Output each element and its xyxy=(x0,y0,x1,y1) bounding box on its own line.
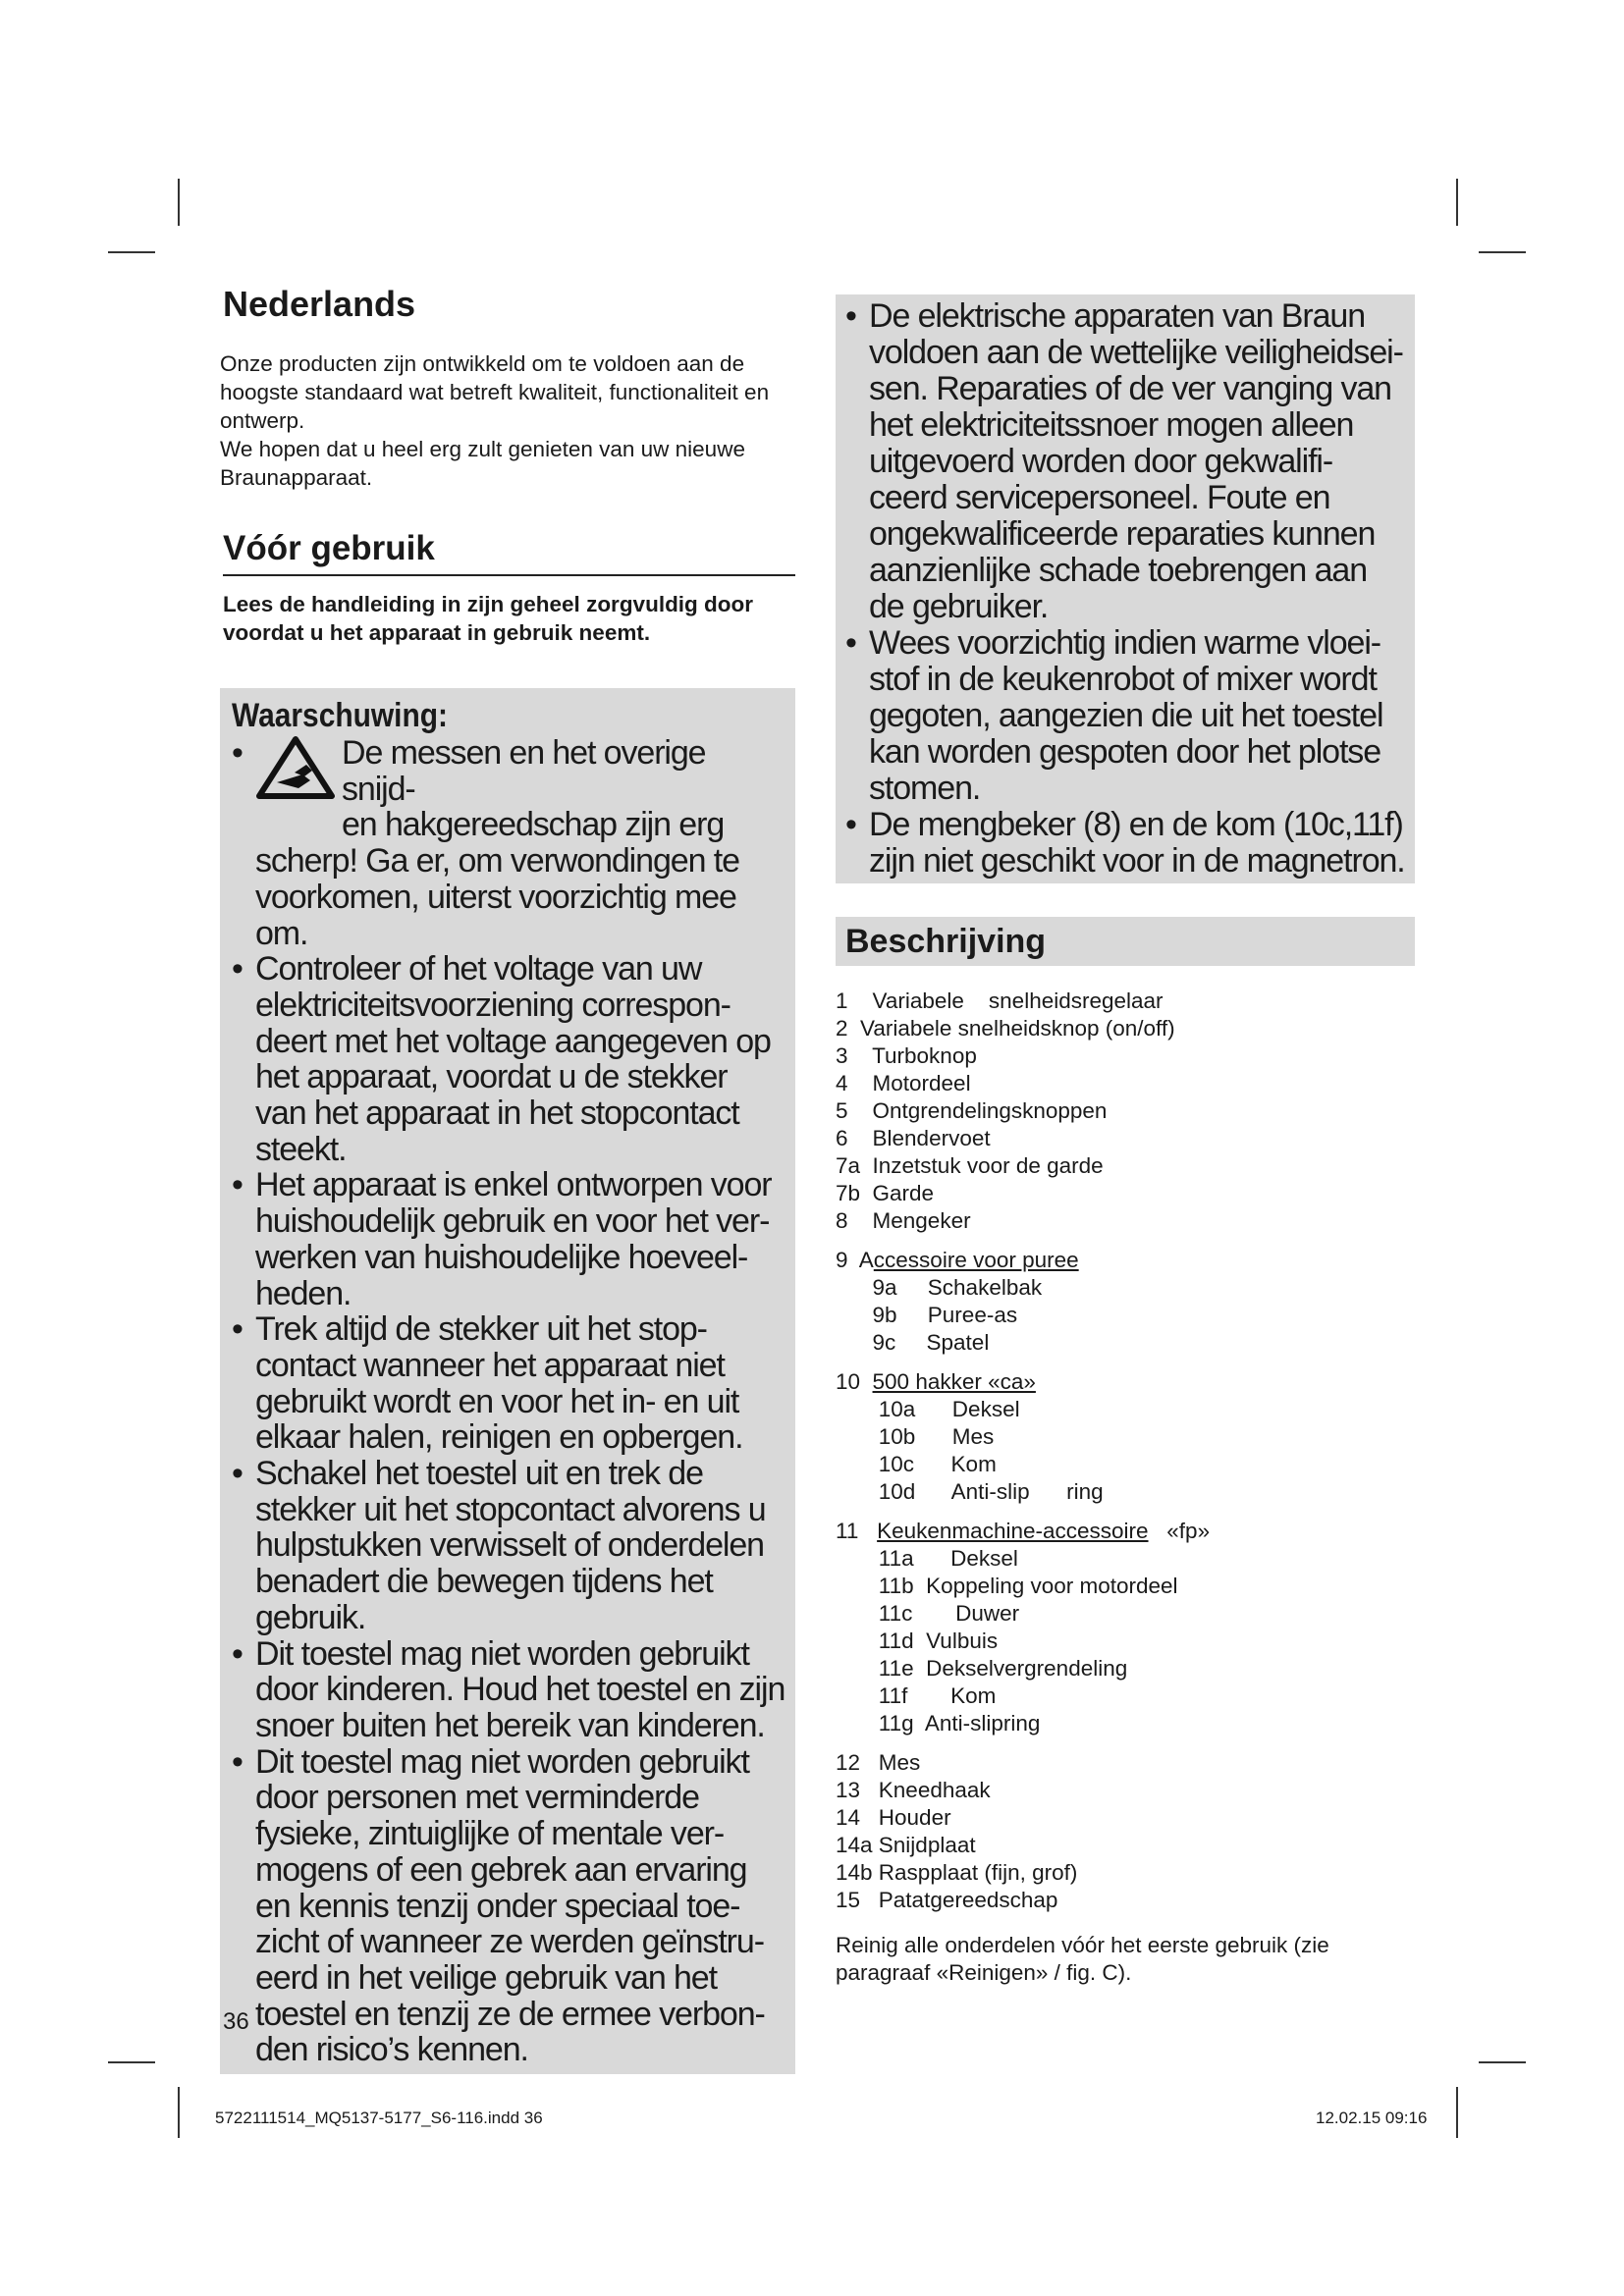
crop-mark xyxy=(1479,2061,1526,2063)
crop-mark xyxy=(1479,251,1526,253)
part-row: 11a Deksel xyxy=(836,1546,1018,1571)
safety-item: • De mengbeker (8) en de kom (10c,11f) zijn niet geschikt voor in de magnetron. xyxy=(845,807,1405,880)
footer-file-info: 5722111514_MQ5137-5177_S6-116.indd 36 xyxy=(215,2109,543,2127)
cleaning-note: Reinig alle onderdelen vóór het eerste gebruik (zie paragraaf «Reinigen» / fig. C). xyxy=(836,1933,1329,1985)
group-label: Keukenmachine-accessoire xyxy=(877,1519,1149,1543)
part-number: 9 A xyxy=(836,1248,874,1272)
safety-item: • Wees voorzichtig indien warme vloei-stof in de keukenrobot of mixer wordt gegoten, aangezien die uit het toestel kan worden gespoten door het plotse stomen. xyxy=(845,625,1405,807)
part-row: 2 Variabele snelheidsknop (on/off) xyxy=(836,1016,1175,1041)
part-row: 11b Koppeling voor motordeel xyxy=(836,1574,1178,1598)
crop-mark xyxy=(178,2087,180,2138)
part-row: 11f Kom xyxy=(836,1683,997,1708)
crop-mark xyxy=(178,179,180,226)
part-row: 5 Ontgrendelingsknoppen xyxy=(836,1098,1108,1123)
warning-item: • Het apparaat is enkel ontworpen voor huishoudelijk gebruik en voor het ver-werken van huishoudelijke hoeveel-heden. xyxy=(232,1167,785,1311)
crop-mark xyxy=(108,2061,155,2063)
part-row: 7b Garde xyxy=(836,1181,935,1205)
intro xyxy=(220,349,795,492)
section-title: Vóór gebruik xyxy=(223,529,795,576)
crop-mark xyxy=(108,251,155,253)
description-title: Beschrijving xyxy=(836,917,1415,966)
part-group-title xyxy=(836,1518,1415,1545)
safety-item: • De elektrische apparaten van Braun voldoen aan de wettelijke veiligheidsei-sen. Reparaties of de ver vanging van het elektriciteitssnoer mogen alleen uitgevoerd worden door gekwalifi-ceerd servicepersoneel. Foute en ongekwalificeerde reparaties kunnen aanzienlijke schade toebrengen aan de gebruiker. xyxy=(845,298,1405,625)
part-number: 10 xyxy=(836,1369,873,1394)
part-row: 10a Deksel xyxy=(836,1397,1020,1421)
part-row: 11e Dekselvergrendeling xyxy=(836,1656,1128,1681)
group-label: 500 hakker «ca» xyxy=(872,1369,1036,1394)
part-row: 7a Inzetstuk voor de garde xyxy=(836,1153,1104,1178)
lead-text: Lees de handleiding in zijn geheel zorgvuldig door voordat u het apparaat in gebruik neemt. xyxy=(223,592,754,645)
part-row: 13 Kneedhaak xyxy=(836,1778,991,1802)
part-row: 14 Houder xyxy=(836,1805,951,1830)
parts-list xyxy=(836,988,1415,1914)
part-row: 10b Mes xyxy=(836,1424,995,1449)
safety-box xyxy=(836,294,1415,883)
part-row: 11g Anti-slipring xyxy=(836,1711,1041,1735)
warning-item: • Schakel het toestel uit en trek de stekker uit het stopcontact alvorens u hulpstukken verwisselt of onderdelen benadert die bewegen tijdens het gebruik. xyxy=(232,1456,785,1636)
part-row: 12 Mes xyxy=(836,1750,921,1775)
group-label: ccessoire voor puree xyxy=(873,1248,1079,1272)
warning-text: en hakgereedschap zijn erg xyxy=(342,806,725,844)
part-row: 6 Blendervoet xyxy=(836,1126,991,1150)
right-column xyxy=(836,294,1415,1987)
part-number: 11 xyxy=(836,1519,878,1543)
warning-item: • Controleer of het voltage van uw elektriciteitsvoorziening correspon-deert met het voltage aangegeven op het apparaat, voordat u de stekker van het apparaat in het stopcontact steekt. xyxy=(232,951,785,1167)
part-row: 3 Turboknop xyxy=(836,1043,977,1068)
warning-text: scherp! Ga er, om verwondingen te voorkomen, uiterst voorzichtig mee om. xyxy=(255,842,739,952)
warning-title: Waarschuwing: xyxy=(232,697,448,734)
language-heading: Nederlands xyxy=(223,284,416,324)
safety-list xyxy=(845,298,1405,880)
footer-timestamp: 12.02.15 09:16 xyxy=(1316,2109,1428,2127)
part-row: 1 Variabele snelheidsregelaar xyxy=(836,988,1164,1013)
part-group-title xyxy=(836,1247,1415,1274)
crop-mark xyxy=(1456,2087,1458,2138)
warning-item xyxy=(232,735,785,951)
part-group-title xyxy=(836,1368,1415,1396)
intro-paragraph: Onze producten zijn ontwikkeld om te voldoen aan de hoogste standaard wat betreft kwaliteit, functionaliteit en ontwerp. xyxy=(220,351,770,433)
warning-item: • Dit toestel mag niet worden gebruikt door personen met verminderde fysieke, zintuiglijke of mentale ver-mogens of een gebrek aan ervaring en kennis tenzij onder speciaal toe-zicht of wanneer ze werden geïnstru-eerd in het veilige gebruik van het toestel en tenzij ze de ermee verbon-den risico’s kennen. xyxy=(232,1744,785,2068)
part-row: 9c Spatel xyxy=(836,1330,990,1355)
part-row: 9a Schakelbak xyxy=(836,1275,1043,1300)
part-row: 4 Motordeel xyxy=(836,1071,971,1095)
part-row: 15 Patatgereedschap xyxy=(836,1888,1058,1912)
page-number: 36 xyxy=(223,2008,249,2035)
intro-paragraph: We hopen dat u heel erg zult genieten van uw nieuwe Braunapparaat. xyxy=(220,437,745,490)
part-row: 10d Anti-slip ring xyxy=(836,1479,1104,1504)
group-suffix: «fp» xyxy=(1148,1519,1211,1543)
part-row: 10c Kom xyxy=(836,1452,997,1476)
part-row: 14a Snijdplaat xyxy=(836,1833,976,1857)
blade-hazard-icon xyxy=(255,735,336,800)
part-row: 11c Duwer xyxy=(836,1601,1020,1626)
warning-text: De messen en het overige snijd- xyxy=(342,734,706,808)
warning-item: • Trek altijd de stekker uit het stop-contact wanneer het apparaat niet gebruikt wordt en voor het in- en uit elkaar halen, reinigen en opbergen. xyxy=(232,1311,785,1456)
part-row: 14b Raspplaat (fijn, grof) xyxy=(836,1860,1078,1885)
crop-mark xyxy=(1456,179,1458,226)
part-row: 11d Vulbuis xyxy=(836,1629,999,1653)
part-row: 8 Mengeker xyxy=(836,1208,971,1233)
part-row: 9b Puree-as xyxy=(836,1303,1018,1327)
warning-item: • Dit toestel mag niet worden gebruikt door kinderen. Houd het toestel en zijn snoer buiten het bereik van kinderen. xyxy=(232,1636,785,1744)
warning-box xyxy=(220,688,795,2074)
left-column xyxy=(220,285,795,2074)
warning-list xyxy=(232,735,785,2068)
